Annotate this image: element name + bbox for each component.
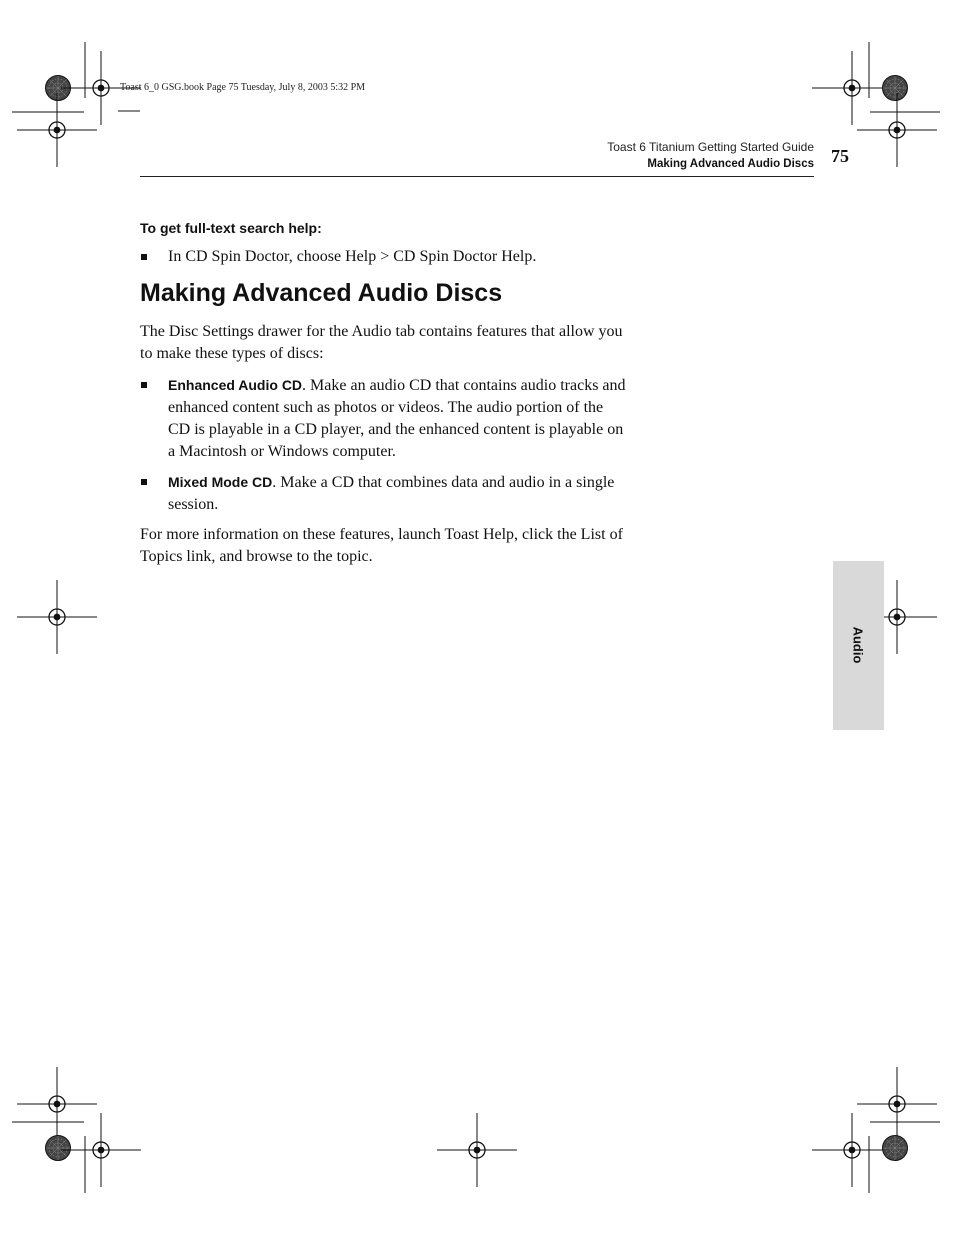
term-mixed-mode-cd: Mixed Mode CD	[168, 474, 273, 490]
registration-mark-bottom-right	[812, 1113, 892, 1187]
list-item-mixed-mode-cd	[168, 471, 668, 516]
intro-paragraph	[140, 321, 660, 365]
registration-mark-left-middle	[17, 580, 97, 654]
registration-mark-right-upper	[857, 93, 937, 167]
book-slug-line: Toast 6_0 GSG.book Page 75 Tuesday, July 8, 2003 5:32 PM	[120, 82, 366, 93]
page-number: 75	[831, 146, 849, 166]
term-enhanced-audio-cd: Enhanced Audio CD	[168, 377, 303, 393]
intro-line: The Disc Settings drawer for the Audio tab contains features that allow you	[140, 323, 623, 340]
color-wheel-top-right	[883, 76, 908, 101]
running-header-guide-title: Toast 6 Titanium Getting Started Guide	[607, 140, 814, 154]
running-header-section-title: Making Advanced Audio Discs	[647, 158, 814, 170]
bullet-icon	[141, 382, 147, 388]
procedure-step: In CD Spin Doctor, choose Help > CD Spin Doctor Help.	[168, 248, 537, 265]
item-text: . Make a CD that combines data and audio in a single	[272, 474, 615, 491]
registration-mark-left-upper	[17, 93, 97, 167]
bullet-icon	[141, 479, 147, 485]
chapter-tab-label: Audio	[850, 626, 866, 664]
registration-mark-right-lower	[857, 1067, 937, 1141]
closing-paragraph	[140, 524, 660, 568]
registration-mark-top-right	[812, 51, 892, 125]
closing-line: Topics link, and browse to the topic.	[140, 548, 373, 565]
item-text: session.	[168, 496, 219, 513]
section-heading: Making Advanced Audio Discs	[140, 279, 503, 307]
closing-line: For more information on these features, launch Toast Help, click the List of	[140, 526, 623, 543]
item-text: a Macintosh or Windows computer.	[168, 443, 396, 460]
item-text: . Make an audio CD that contains audio tracks and	[302, 377, 626, 394]
intro-line: to make these types of discs:	[140, 345, 324, 362]
item-text: enhanced content such as photos or videos. The audio portion of the	[168, 399, 604, 416]
color-wheel-bottom-right	[883, 1136, 908, 1161]
chapter-side-tab	[833, 561, 884, 730]
item-text: CD is playable in a CD player, and the enhanced content is playable on	[168, 421, 624, 438]
registration-mark-bottom-left	[61, 1113, 141, 1187]
registration-mark-left-lower	[17, 1067, 97, 1141]
header-rule	[140, 176, 814, 177]
color-wheel-bottom-left	[46, 1136, 71, 1161]
procedure-heading: To get full-text search help:	[140, 220, 322, 236]
registration-mark-bottom-center	[437, 1113, 517, 1187]
list-item-enhanced-audio-cd	[168, 374, 668, 463]
bullet-icon	[141, 254, 147, 260]
